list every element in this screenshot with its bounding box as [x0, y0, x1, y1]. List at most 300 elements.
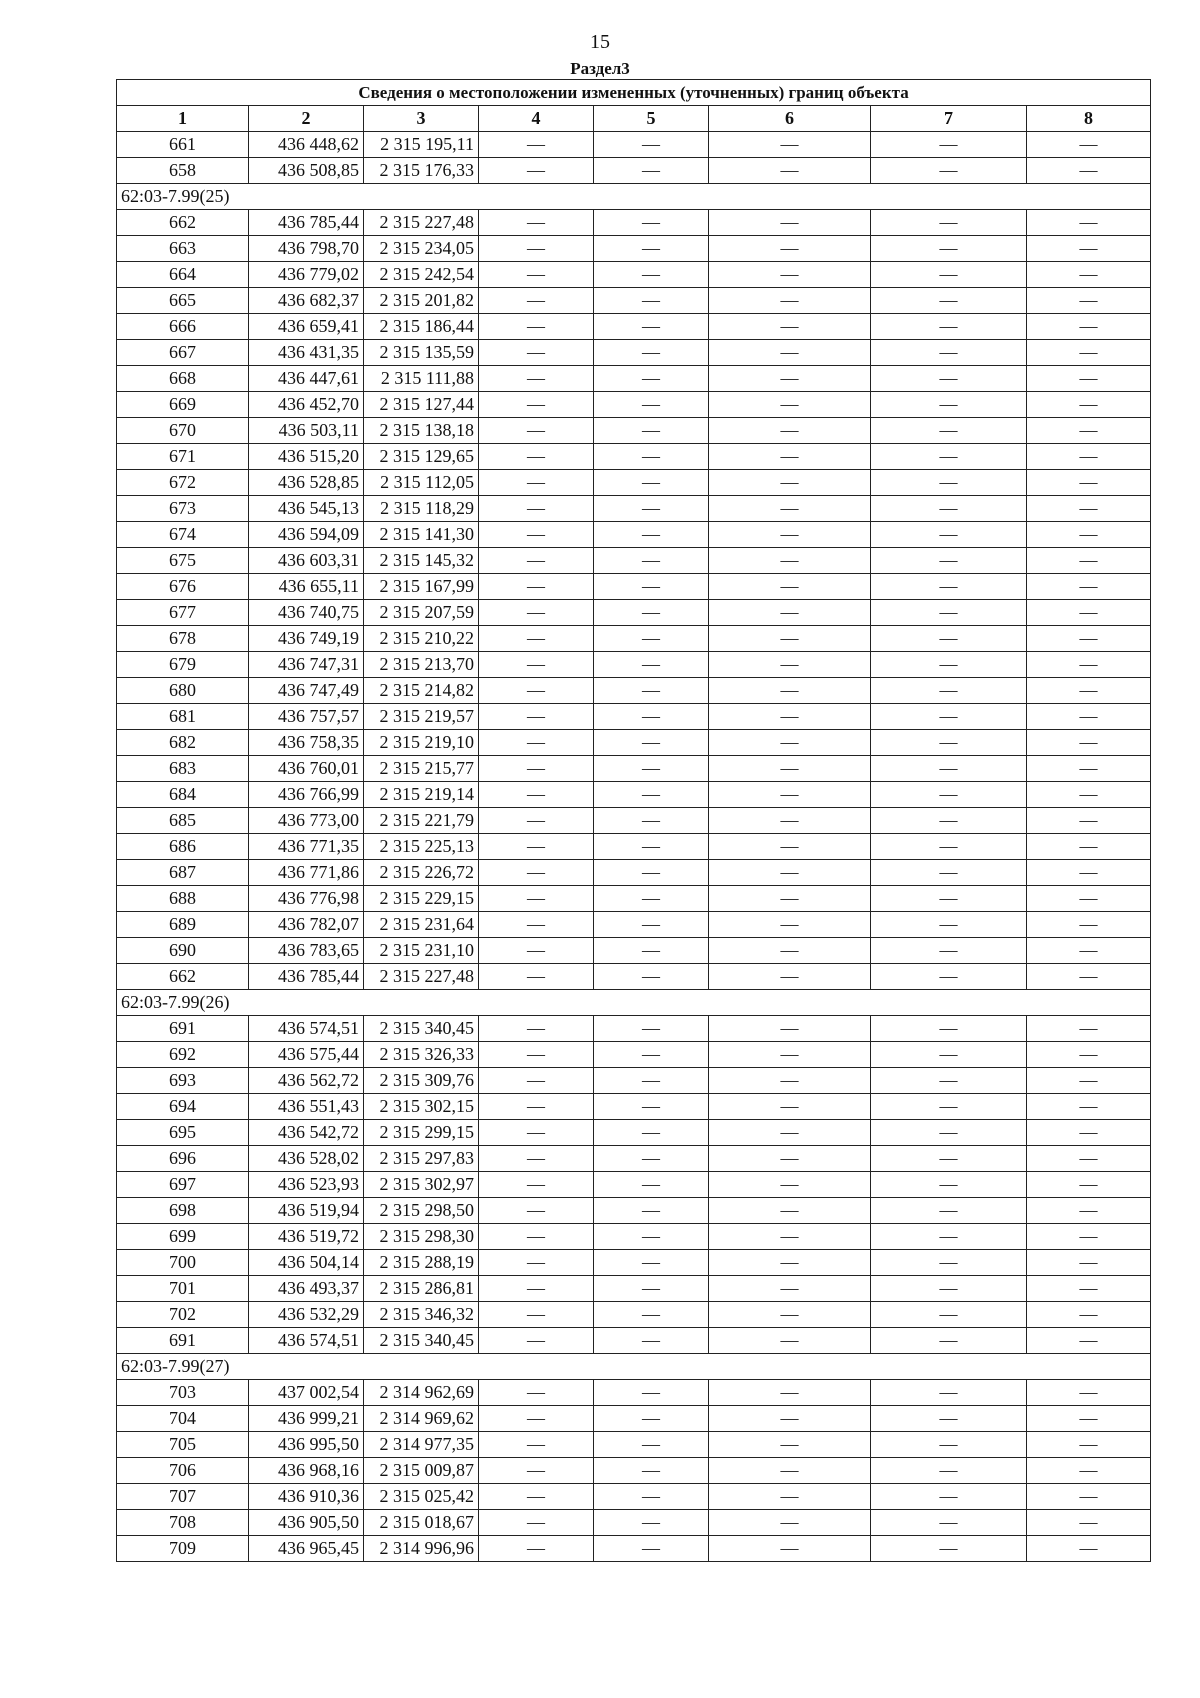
empty-value-cell: —: [871, 652, 1027, 678]
empty-value-cell: —: [479, 1510, 594, 1536]
table-row: [117, 782, 1151, 808]
empty-value-cell: —: [1027, 1302, 1151, 1328]
empty-value-cell: —: [871, 1276, 1027, 1302]
empty-value-cell: —: [1027, 574, 1151, 600]
point-number-cell: 687: [117, 860, 249, 886]
y-coordinate-cell: 2 315 214,82: [364, 678, 479, 704]
point-number-cell: 699: [117, 1224, 249, 1250]
empty-value-cell: —: [1027, 938, 1151, 964]
empty-value-cell: —: [594, 1224, 709, 1250]
y-coordinate-cell: 2 315 167,99: [364, 574, 479, 600]
x-coordinate-cell: 436 749,19: [249, 626, 364, 652]
empty-value-cell: —: [709, 938, 871, 964]
empty-value-cell: —: [479, 1536, 594, 1562]
empty-value-cell: —: [871, 1250, 1027, 1276]
column-header: 3: [364, 106, 479, 132]
point-number-cell: 666: [117, 314, 249, 340]
y-coordinate-cell: 2 315 186,44: [364, 314, 479, 340]
empty-value-cell: —: [479, 470, 594, 496]
empty-value-cell: —: [1027, 522, 1151, 548]
point-number-cell: 664: [117, 262, 249, 288]
y-coordinate-cell: 2 315 213,70: [364, 652, 479, 678]
empty-value-cell: —: [479, 730, 594, 756]
empty-value-cell: —: [594, 522, 709, 548]
empty-value-cell: —: [479, 912, 594, 938]
empty-value-cell: —: [1027, 704, 1151, 730]
column-header: 4: [479, 106, 594, 132]
empty-value-cell: —: [871, 418, 1027, 444]
group-label: 62:03-7.99(25): [117, 184, 1151, 210]
empty-value-cell: —: [594, 1458, 709, 1484]
empty-value-cell: —: [594, 1484, 709, 1510]
empty-value-cell: —: [709, 912, 871, 938]
empty-value-cell: —: [871, 1016, 1027, 1042]
x-coordinate-cell: 436 542,72: [249, 1120, 364, 1146]
empty-value-cell: —: [479, 1120, 594, 1146]
y-coordinate-cell: 2 315 231,10: [364, 938, 479, 964]
empty-value-cell: —: [594, 1432, 709, 1458]
empty-value-cell: —: [1027, 600, 1151, 626]
empty-value-cell: —: [479, 886, 594, 912]
empty-value-cell: —: [709, 964, 871, 990]
point-number-cell: 692: [117, 1042, 249, 1068]
empty-value-cell: —: [871, 626, 1027, 652]
table-row: [117, 1068, 1151, 1094]
group-header-row: [117, 990, 1151, 1016]
point-number-cell: 678: [117, 626, 249, 652]
table-row: [117, 262, 1151, 288]
empty-value-cell: —: [1027, 470, 1151, 496]
empty-value-cell: —: [594, 1198, 709, 1224]
point-number-cell: 684: [117, 782, 249, 808]
empty-value-cell: —: [871, 132, 1027, 158]
table-row: [117, 392, 1151, 418]
empty-value-cell: —: [709, 522, 871, 548]
empty-value-cell: —: [594, 730, 709, 756]
table-row: [117, 444, 1151, 470]
empty-value-cell: —: [479, 548, 594, 574]
y-coordinate-cell: 2 315 207,59: [364, 600, 479, 626]
empty-value-cell: —: [709, 1328, 871, 1354]
y-coordinate-cell: 2 315 297,83: [364, 1146, 479, 1172]
table-body: [117, 132, 1151, 1562]
table-row: [117, 600, 1151, 626]
table-row: [117, 418, 1151, 444]
empty-value-cell: —: [479, 210, 594, 236]
point-number-cell: 658: [117, 158, 249, 184]
empty-value-cell: —: [1027, 262, 1151, 288]
empty-value-cell: —: [871, 262, 1027, 288]
empty-value-cell: —: [1027, 1432, 1151, 1458]
empty-value-cell: —: [594, 938, 709, 964]
point-number-cell: 707: [117, 1484, 249, 1510]
empty-value-cell: —: [479, 236, 594, 262]
empty-value-cell: —: [479, 444, 594, 470]
point-number-cell: 672: [117, 470, 249, 496]
empty-value-cell: —: [1027, 1094, 1151, 1120]
empty-value-cell: —: [871, 1302, 1027, 1328]
empty-value-cell: —: [709, 678, 871, 704]
x-coordinate-cell: 436 682,37: [249, 288, 364, 314]
empty-value-cell: —: [479, 1172, 594, 1198]
empty-value-cell: —: [1027, 964, 1151, 990]
empty-value-cell: —: [479, 652, 594, 678]
point-number-cell: 679: [117, 652, 249, 678]
point-number-cell: 662: [117, 210, 249, 236]
y-coordinate-cell: 2 315 176,33: [364, 158, 479, 184]
y-coordinate-cell: 2 315 231,64: [364, 912, 479, 938]
point-number-cell: 708: [117, 1510, 249, 1536]
x-coordinate-cell: 436 519,94: [249, 1198, 364, 1224]
empty-value-cell: —: [709, 392, 871, 418]
empty-value-cell: —: [871, 366, 1027, 392]
x-coordinate-cell: 436 782,07: [249, 912, 364, 938]
empty-value-cell: —: [1027, 912, 1151, 938]
point-number-cell: 662: [117, 964, 249, 990]
page-number: 15: [590, 31, 610, 53]
table-row: [117, 1302, 1151, 1328]
empty-value-cell: —: [594, 574, 709, 600]
x-coordinate-cell: 436 603,31: [249, 548, 364, 574]
empty-value-cell: —: [479, 1198, 594, 1224]
empty-value-cell: —: [594, 964, 709, 990]
point-number-cell: 669: [117, 392, 249, 418]
table-row: [117, 340, 1151, 366]
empty-value-cell: —: [594, 1016, 709, 1042]
empty-value-cell: —: [1027, 1120, 1151, 1146]
empty-value-cell: —: [709, 782, 871, 808]
y-coordinate-cell: 2 315 340,45: [364, 1328, 479, 1354]
column-header: 1: [117, 106, 249, 132]
empty-value-cell: —: [871, 1484, 1027, 1510]
empty-value-cell: —: [594, 1146, 709, 1172]
y-coordinate-cell: 2 315 141,30: [364, 522, 479, 548]
point-number-cell: 705: [117, 1432, 249, 1458]
x-coordinate-cell: 436 448,62: [249, 132, 364, 158]
empty-value-cell: —: [709, 1094, 871, 1120]
group-header-row: [117, 184, 1151, 210]
x-coordinate-cell: 436 452,70: [249, 392, 364, 418]
empty-value-cell: —: [479, 392, 594, 418]
table-row: [117, 1042, 1151, 1068]
point-number-cell: 696: [117, 1146, 249, 1172]
empty-value-cell: —: [1027, 1146, 1151, 1172]
point-number-cell: 709: [117, 1536, 249, 1562]
table-row: [117, 158, 1151, 184]
table-row: [117, 652, 1151, 678]
empty-value-cell: —: [1027, 1380, 1151, 1406]
empty-value-cell: —: [1027, 1406, 1151, 1432]
empty-value-cell: —: [709, 1302, 871, 1328]
empty-value-cell: —: [871, 782, 1027, 808]
empty-value-cell: —: [594, 886, 709, 912]
empty-value-cell: —: [871, 340, 1027, 366]
y-coordinate-cell: 2 315 299,15: [364, 1120, 479, 1146]
empty-value-cell: —: [1027, 652, 1151, 678]
empty-value-cell: —: [871, 912, 1027, 938]
y-coordinate-cell: 2 315 118,29: [364, 496, 479, 522]
empty-value-cell: —: [709, 158, 871, 184]
point-number-cell: 700: [117, 1250, 249, 1276]
x-coordinate-cell: 436 766,99: [249, 782, 364, 808]
empty-value-cell: —: [594, 756, 709, 782]
x-coordinate-cell: 436 968,16: [249, 1458, 364, 1484]
table-row: [117, 574, 1151, 600]
empty-value-cell: —: [1027, 418, 1151, 444]
point-number-cell: 670: [117, 418, 249, 444]
point-number-cell: 693: [117, 1068, 249, 1094]
x-coordinate-cell: 436 528,85: [249, 470, 364, 496]
x-coordinate-cell: 436 740,75: [249, 600, 364, 626]
empty-value-cell: —: [871, 314, 1027, 340]
y-coordinate-cell: 2 314 969,62: [364, 1406, 479, 1432]
empty-value-cell: —: [1027, 444, 1151, 470]
empty-value-cell: —: [1027, 782, 1151, 808]
y-coordinate-cell: 2 315 226,72: [364, 860, 479, 886]
y-coordinate-cell: 2 315 229,15: [364, 886, 479, 912]
y-coordinate-cell: 2 315 309,76: [364, 1068, 479, 1094]
y-coordinate-cell: 2 315 210,22: [364, 626, 479, 652]
empty-value-cell: —: [479, 1016, 594, 1042]
empty-value-cell: —: [594, 1510, 709, 1536]
empty-value-cell: —: [594, 1094, 709, 1120]
empty-value-cell: —: [709, 340, 871, 366]
empty-value-cell: —: [709, 574, 871, 600]
x-coordinate-cell: 436 747,31: [249, 652, 364, 678]
y-coordinate-cell: 2 315 129,65: [364, 444, 479, 470]
x-coordinate-cell: 436 771,86: [249, 860, 364, 886]
empty-value-cell: —: [709, 496, 871, 522]
empty-value-cell: —: [479, 1224, 594, 1250]
empty-value-cell: —: [1027, 340, 1151, 366]
y-coordinate-cell: 2 315 112,05: [364, 470, 479, 496]
empty-value-cell: —: [1027, 1536, 1151, 1562]
column-header: 6: [709, 106, 871, 132]
empty-value-cell: —: [1027, 860, 1151, 886]
empty-value-cell: —: [594, 210, 709, 236]
x-coordinate-cell: 436 965,45: [249, 1536, 364, 1562]
point-number-cell: 695: [117, 1120, 249, 1146]
empty-value-cell: —: [479, 860, 594, 886]
y-coordinate-cell: 2 315 219,57: [364, 704, 479, 730]
empty-value-cell: —: [594, 418, 709, 444]
empty-value-cell: —: [871, 1146, 1027, 1172]
x-coordinate-cell: 436 999,21: [249, 1406, 364, 1432]
empty-value-cell: —: [594, 1406, 709, 1432]
empty-value-cell: —: [1027, 1510, 1151, 1536]
empty-value-cell: —: [479, 678, 594, 704]
x-coordinate-cell: 436 785,44: [249, 210, 364, 236]
point-number-cell: 685: [117, 808, 249, 834]
x-coordinate-cell: 436 562,72: [249, 1068, 364, 1094]
empty-value-cell: —: [1027, 210, 1151, 236]
empty-value-cell: —: [1027, 678, 1151, 704]
empty-value-cell: —: [594, 1250, 709, 1276]
empty-value-cell: —: [479, 1250, 594, 1276]
table-row: [117, 1276, 1151, 1302]
empty-value-cell: —: [871, 886, 1027, 912]
table-row: [117, 1484, 1151, 1510]
empty-value-cell: —: [709, 1276, 871, 1302]
empty-value-cell: —: [1027, 1042, 1151, 1068]
empty-value-cell: —: [871, 1068, 1027, 1094]
x-coordinate-cell: 436 519,72: [249, 1224, 364, 1250]
empty-value-cell: —: [871, 210, 1027, 236]
column-header-row: [117, 106, 1151, 132]
empty-value-cell: —: [594, 808, 709, 834]
x-coordinate-cell: 436 431,35: [249, 340, 364, 366]
empty-value-cell: —: [1027, 1198, 1151, 1224]
table-row: [117, 470, 1151, 496]
empty-value-cell: —: [479, 522, 594, 548]
x-coordinate-cell: 436 659,41: [249, 314, 364, 340]
y-coordinate-cell: 2 315 025,42: [364, 1484, 479, 1510]
empty-value-cell: —: [871, 834, 1027, 860]
x-coordinate-cell: 436 508,85: [249, 158, 364, 184]
empty-value-cell: —: [709, 626, 871, 652]
x-coordinate-cell: 436 503,11: [249, 418, 364, 444]
empty-value-cell: —: [594, 652, 709, 678]
empty-value-cell: —: [871, 1380, 1027, 1406]
empty-value-cell: —: [479, 418, 594, 444]
x-coordinate-cell: 436 758,35: [249, 730, 364, 756]
empty-value-cell: —: [594, 496, 709, 522]
table-row: [117, 132, 1151, 158]
empty-value-cell: —: [709, 1406, 871, 1432]
point-number-cell: 683: [117, 756, 249, 782]
empty-value-cell: —: [709, 730, 871, 756]
empty-value-cell: —: [479, 132, 594, 158]
y-coordinate-cell: 2 315 201,82: [364, 288, 479, 314]
point-number-cell: 680: [117, 678, 249, 704]
point-number-cell: 697: [117, 1172, 249, 1198]
table-row: [117, 1458, 1151, 1484]
empty-value-cell: —: [871, 1328, 1027, 1354]
table-row: [117, 1328, 1151, 1354]
table-row: [117, 1224, 1151, 1250]
empty-value-cell: —: [709, 1484, 871, 1510]
empty-value-cell: —: [871, 548, 1027, 574]
y-coordinate-cell: 2 314 962,69: [364, 1380, 479, 1406]
empty-value-cell: —: [709, 1224, 871, 1250]
y-coordinate-cell: 2 315 225,13: [364, 834, 479, 860]
empty-value-cell: —: [709, 1172, 871, 1198]
empty-value-cell: —: [709, 1432, 871, 1458]
empty-value-cell: —: [594, 1536, 709, 1562]
empty-value-cell: —: [594, 1042, 709, 1068]
point-number-cell: 704: [117, 1406, 249, 1432]
table-row: [117, 314, 1151, 340]
empty-value-cell: —: [871, 1094, 1027, 1120]
empty-value-cell: —: [709, 418, 871, 444]
empty-value-cell: —: [709, 444, 871, 470]
y-coordinate-cell: 2 315 227,48: [364, 210, 479, 236]
y-coordinate-cell: 2 315 302,15: [364, 1094, 479, 1120]
point-number-cell: 671: [117, 444, 249, 470]
empty-value-cell: —: [1027, 496, 1151, 522]
table-row: [117, 1198, 1151, 1224]
empty-value-cell: —: [1027, 808, 1151, 834]
empty-value-cell: —: [871, 1172, 1027, 1198]
empty-value-cell: —: [709, 470, 871, 496]
empty-value-cell: —: [479, 1068, 594, 1094]
y-coordinate-cell: 2 315 288,19: [364, 1250, 479, 1276]
empty-value-cell: —: [709, 548, 871, 574]
x-coordinate-cell: 436 447,61: [249, 366, 364, 392]
empty-value-cell: —: [594, 470, 709, 496]
empty-value-cell: —: [709, 314, 871, 340]
empty-value-cell: —: [594, 860, 709, 886]
empty-value-cell: —: [1027, 158, 1151, 184]
table-row: [117, 1380, 1151, 1406]
table-row: [117, 938, 1151, 964]
point-number-cell: 661: [117, 132, 249, 158]
empty-value-cell: —: [594, 314, 709, 340]
y-coordinate-cell: 2 315 242,54: [364, 262, 479, 288]
y-coordinate-cell: 2 315 302,97: [364, 1172, 479, 1198]
table-row: [117, 548, 1151, 574]
empty-value-cell: —: [871, 1198, 1027, 1224]
empty-value-cell: —: [871, 1224, 1027, 1250]
empty-value-cell: —: [871, 1432, 1027, 1458]
empty-value-cell: —: [479, 158, 594, 184]
x-coordinate-cell: 436 910,36: [249, 1484, 364, 1510]
empty-value-cell: —: [479, 1042, 594, 1068]
empty-value-cell: —: [479, 1406, 594, 1432]
table-row: [117, 834, 1151, 860]
empty-value-cell: —: [709, 652, 871, 678]
empty-value-cell: —: [1027, 288, 1151, 314]
empty-value-cell: —: [871, 964, 1027, 990]
group-label: 62:03-7.99(27): [117, 1354, 1151, 1380]
y-coordinate-cell: 2 315 298,50: [364, 1198, 479, 1224]
empty-value-cell: —: [871, 1510, 1027, 1536]
point-number-cell: 702: [117, 1302, 249, 1328]
point-number-cell: 663: [117, 236, 249, 262]
empty-value-cell: —: [871, 1406, 1027, 1432]
empty-value-cell: —: [709, 704, 871, 730]
empty-value-cell: —: [709, 288, 871, 314]
empty-value-cell: —: [479, 626, 594, 652]
table-row: [117, 912, 1151, 938]
empty-value-cell: —: [1027, 626, 1151, 652]
x-coordinate-cell: 436 655,11: [249, 574, 364, 600]
x-coordinate-cell: 436 594,09: [249, 522, 364, 548]
empty-value-cell: —: [479, 808, 594, 834]
y-coordinate-cell: 2 315 298,30: [364, 1224, 479, 1250]
x-coordinate-cell: 436 760,01: [249, 756, 364, 782]
x-coordinate-cell: 436 532,29: [249, 1302, 364, 1328]
point-number-cell: 668: [117, 366, 249, 392]
empty-value-cell: —: [594, 1302, 709, 1328]
empty-value-cell: —: [871, 444, 1027, 470]
table-row: [117, 236, 1151, 262]
empty-value-cell: —: [479, 1432, 594, 1458]
empty-value-cell: —: [1027, 1276, 1151, 1302]
x-coordinate-cell: 436 757,57: [249, 704, 364, 730]
y-coordinate-cell: 2 315 127,44: [364, 392, 479, 418]
empty-value-cell: —: [709, 600, 871, 626]
table-row: [117, 288, 1151, 314]
empty-value-cell: —: [871, 236, 1027, 262]
x-coordinate-cell: 436 504,14: [249, 1250, 364, 1276]
point-number-cell: 703: [117, 1380, 249, 1406]
point-number-cell: 690: [117, 938, 249, 964]
empty-value-cell: —: [1027, 392, 1151, 418]
y-coordinate-cell: 2 315 009,87: [364, 1458, 479, 1484]
x-coordinate-cell: 436 493,37: [249, 1276, 364, 1302]
empty-value-cell: —: [479, 756, 594, 782]
